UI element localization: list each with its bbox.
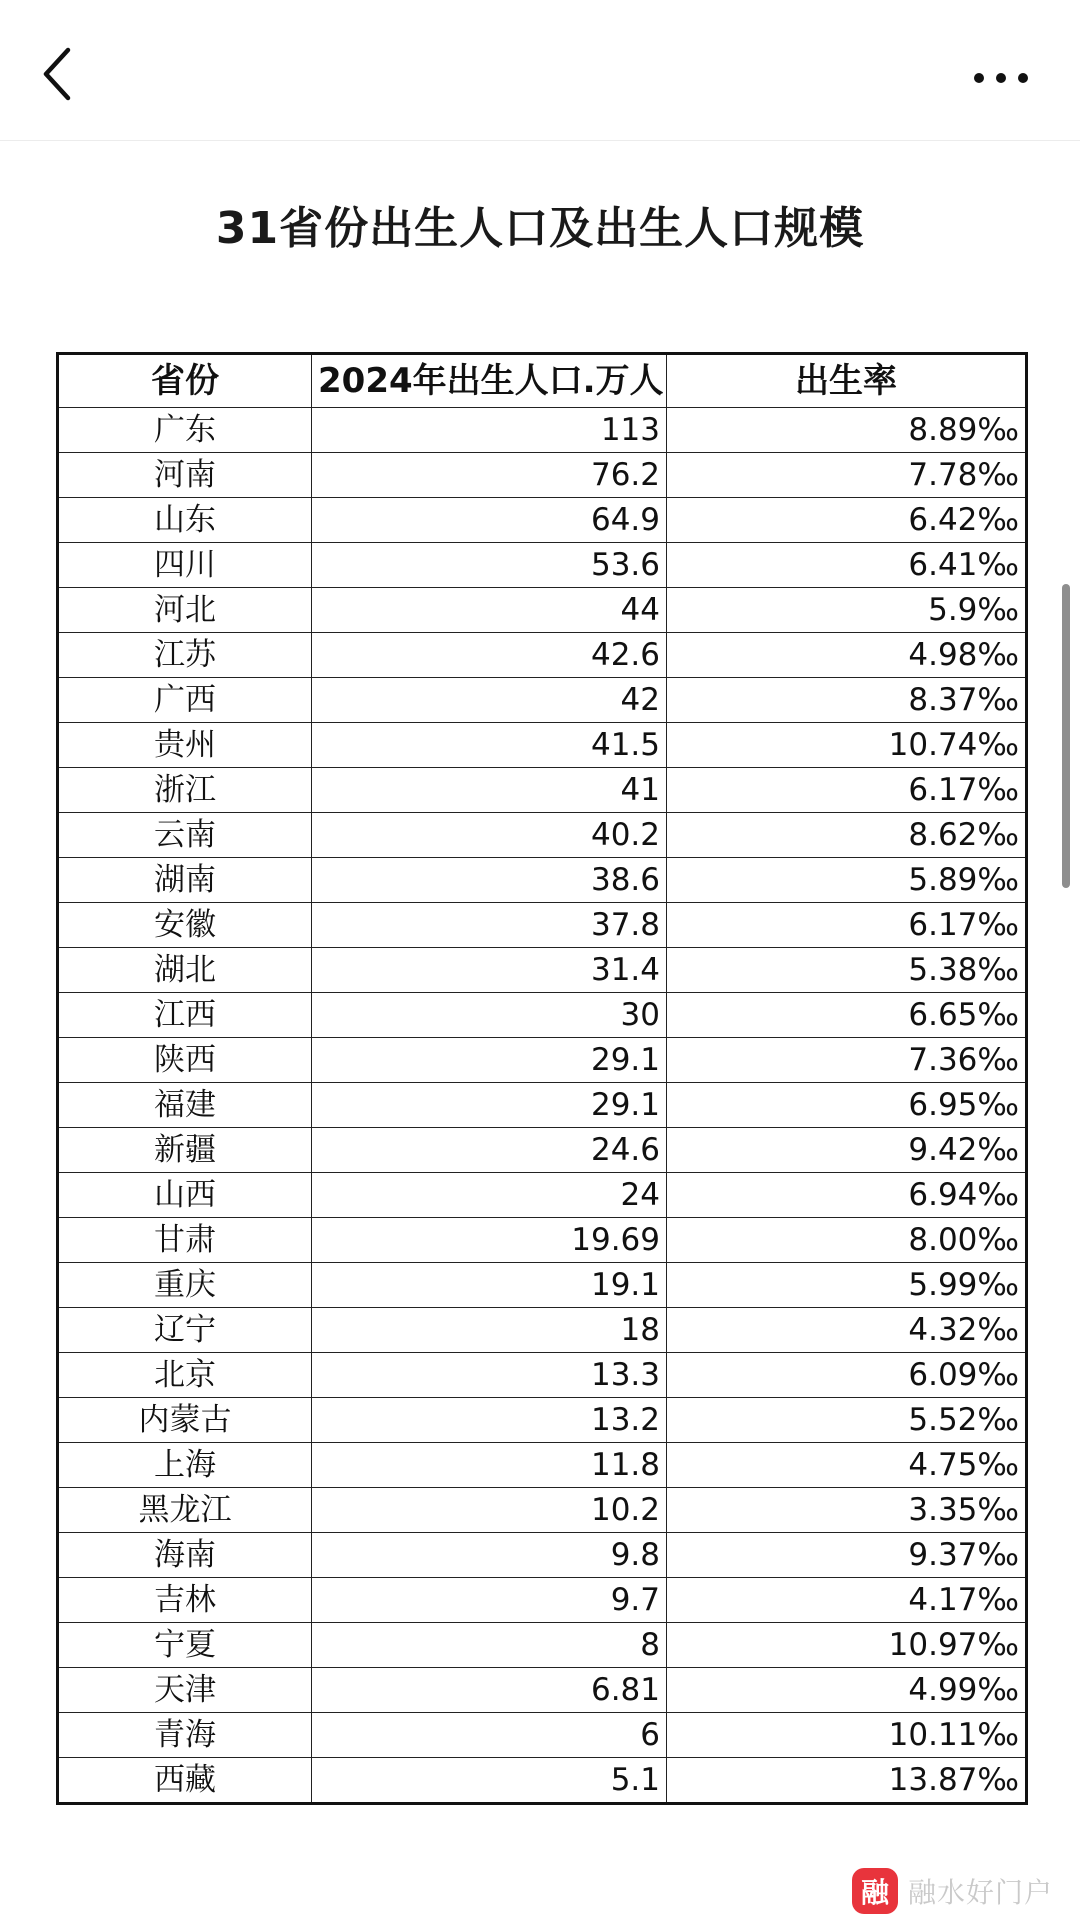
- province-cell: 海南: [58, 1533, 312, 1578]
- rate-cell: 10.74‰: [667, 723, 1027, 768]
- births-cell: 8: [312, 1623, 667, 1668]
- births-cell: 6.81: [312, 1668, 667, 1713]
- province-cell: 吉林: [58, 1578, 312, 1623]
- table-row: [58, 1353, 1027, 1398]
- births-cell: 9.7: [312, 1578, 667, 1623]
- rate-cell: 13.87‰: [667, 1758, 1027, 1804]
- table-row: [58, 1668, 1027, 1713]
- rate-cell: 8.00‰: [667, 1218, 1027, 1263]
- province-cell: 天津: [58, 1668, 312, 1713]
- province-cell: 浙江: [58, 768, 312, 813]
- rate-cell: 9.42‰: [667, 1128, 1027, 1173]
- rate-cell: 6.95‰: [667, 1083, 1027, 1128]
- rate-cell: 10.97‰: [667, 1623, 1027, 1668]
- watermark: [852, 1866, 1053, 1916]
- rate-cell: 9.37‰: [667, 1533, 1027, 1578]
- province-cell: 宁夏: [58, 1623, 312, 1668]
- table-row: [58, 453, 1027, 498]
- rate-cell: 3.35‰: [667, 1488, 1027, 1533]
- table-row: [58, 1443, 1027, 1488]
- page-title: 31省份出生人口及出生人口规模: [215, 203, 865, 254]
- province-cell: 河北: [58, 588, 312, 633]
- rate-cell: 4.99‰: [667, 1668, 1027, 1713]
- births-cell: 76.2: [312, 453, 667, 498]
- births-cell: 31.4: [312, 948, 667, 993]
- births-cell: 42: [312, 678, 667, 723]
- table-row: [58, 1308, 1027, 1353]
- province-cell: 西藏: [58, 1758, 312, 1804]
- births-cell: 64.9: [312, 498, 667, 543]
- rate-cell: 6.41‰: [667, 543, 1027, 588]
- births-cell: 38.6: [312, 858, 667, 903]
- more-horizontal-icon: [966, 58, 1036, 98]
- rate-cell: 6.17‰: [667, 903, 1027, 948]
- table-row: [58, 768, 1027, 813]
- table-row: [58, 858, 1027, 903]
- table-row: [58, 1623, 1027, 1668]
- province-cell: 福建: [58, 1083, 312, 1128]
- rate-cell: 6.65‰: [667, 993, 1027, 1038]
- rate-cell: 5.52‰: [667, 1398, 1027, 1443]
- province-cell: 青海: [58, 1713, 312, 1758]
- back-button[interactable]: [36, 44, 84, 104]
- rate-cell: 6.09‰: [667, 1353, 1027, 1398]
- rate-cell: 7.36‰: [667, 1038, 1027, 1083]
- province-cell: 辽宁: [58, 1308, 312, 1353]
- province-cell: 贵州: [58, 723, 312, 768]
- province-cell: 湖南: [58, 858, 312, 903]
- table-row: [58, 1578, 1027, 1623]
- table-row: [58, 1398, 1027, 1443]
- province-cell: 上海: [58, 1443, 312, 1488]
- rate-cell: 7.78‰: [667, 453, 1027, 498]
- table-row: [58, 1128, 1027, 1173]
- births-cell: 9.8: [312, 1533, 667, 1578]
- rate-cell: 4.98‰: [667, 633, 1027, 678]
- table-row: [58, 903, 1027, 948]
- births-cell: 29.1: [312, 1083, 667, 1128]
- watermark-logo: 融: [852, 1868, 898, 1914]
- province-cell: 河南: [58, 453, 312, 498]
- table-row: [58, 1263, 1027, 1308]
- births-cell: 44: [312, 588, 667, 633]
- province-cell: 江西: [58, 993, 312, 1038]
- watermark-text: 融水好门户: [908, 1876, 1054, 1909]
- rate-cell: 5.89‰: [667, 858, 1027, 903]
- rate-cell: 5.38‰: [667, 948, 1027, 993]
- column-header-births: 2024年出生人口.万人: [312, 354, 667, 408]
- births-cell: 24.6: [312, 1128, 667, 1173]
- table-row: [58, 678, 1027, 723]
- province-cell: 内蒙古: [58, 1398, 312, 1443]
- table-row: [58, 588, 1027, 633]
- table-body: [58, 408, 1027, 1804]
- births-cell: 40.2: [312, 813, 667, 858]
- rate-cell: 6.42‰: [667, 498, 1027, 543]
- province-cell: 新疆: [58, 1128, 312, 1173]
- table-row: [58, 1218, 1027, 1263]
- table-row: [58, 1488, 1027, 1533]
- births-cell: 13.3: [312, 1353, 667, 1398]
- rate-cell: 4.17‰: [667, 1578, 1027, 1623]
- birth-population-table: [56, 352, 1028, 1805]
- births-cell: 24: [312, 1173, 667, 1218]
- table-row: [58, 948, 1027, 993]
- births-cell: 19.69: [312, 1218, 667, 1263]
- births-cell: 53.6: [312, 543, 667, 588]
- births-cell: 30: [312, 993, 667, 1038]
- province-cell: 黑龙江: [58, 1488, 312, 1533]
- column-header-province: 省份: [58, 354, 312, 408]
- rate-cell: 8.89‰: [667, 408, 1027, 453]
- rate-cell: 4.32‰: [667, 1308, 1027, 1353]
- table-row: [58, 723, 1027, 768]
- table-row: [58, 993, 1027, 1038]
- province-cell: 陕西: [58, 1038, 312, 1083]
- chevron-left-icon: [36, 44, 84, 104]
- table-row: [58, 543, 1027, 588]
- table-row: [58, 1758, 1027, 1804]
- rate-cell: 8.62‰: [667, 813, 1027, 858]
- births-cell: 11.8: [312, 1443, 667, 1488]
- rate-cell: 10.11‰: [667, 1713, 1027, 1758]
- table-row: [58, 1173, 1027, 1218]
- births-cell: 13.2: [312, 1398, 667, 1443]
- vertical-scrollbar[interactable]: [1062, 584, 1070, 888]
- births-cell: 6: [312, 1713, 667, 1758]
- province-cell: 湖北: [58, 948, 312, 993]
- province-cell: 重庆: [58, 1263, 312, 1308]
- province-cell: 山东: [58, 498, 312, 543]
- table-row: [58, 1713, 1027, 1758]
- province-cell: 山西: [58, 1173, 312, 1218]
- table-row: [58, 498, 1027, 543]
- births-cell: 19.1: [312, 1263, 667, 1308]
- province-cell: 广西: [58, 678, 312, 723]
- births-cell: 5.1: [312, 1758, 667, 1804]
- rate-cell: 8.37‰: [667, 678, 1027, 723]
- province-cell: 甘肃: [58, 1218, 312, 1263]
- table-row: [58, 1038, 1027, 1083]
- rate-cell: 6.17‰: [667, 768, 1027, 813]
- table-header-row: [58, 354, 1027, 408]
- births-cell: 41.5: [312, 723, 667, 768]
- column-header-rate: 出生率: [667, 354, 1027, 408]
- province-cell: 云南: [58, 813, 312, 858]
- table-row: [58, 1533, 1027, 1578]
- province-cell: 北京: [58, 1353, 312, 1398]
- births-cell: 41: [312, 768, 667, 813]
- table-row: [58, 408, 1027, 453]
- births-cell: 29.1: [312, 1038, 667, 1083]
- top-nav-bar: [0, 0, 1080, 141]
- rate-cell: 5.9‰: [667, 588, 1027, 633]
- table-row: [58, 1083, 1027, 1128]
- more-options-button[interactable]: [966, 58, 1036, 98]
- births-cell: 37.8: [312, 903, 667, 948]
- births-cell: 42.6: [312, 633, 667, 678]
- table-row: [58, 813, 1027, 858]
- births-cell: 10.2: [312, 1488, 667, 1533]
- rate-cell: 6.94‰: [667, 1173, 1027, 1218]
- births-cell: 113: [312, 408, 667, 453]
- births-cell: 18: [312, 1308, 667, 1353]
- province-cell: 安徽: [58, 903, 312, 948]
- province-cell: 四川: [58, 543, 312, 588]
- province-cell: 广东: [58, 408, 312, 453]
- table-row: [58, 633, 1027, 678]
- province-cell: 江苏: [58, 633, 312, 678]
- rate-cell: 5.99‰: [667, 1263, 1027, 1308]
- rate-cell: 4.75‰: [667, 1443, 1027, 1488]
